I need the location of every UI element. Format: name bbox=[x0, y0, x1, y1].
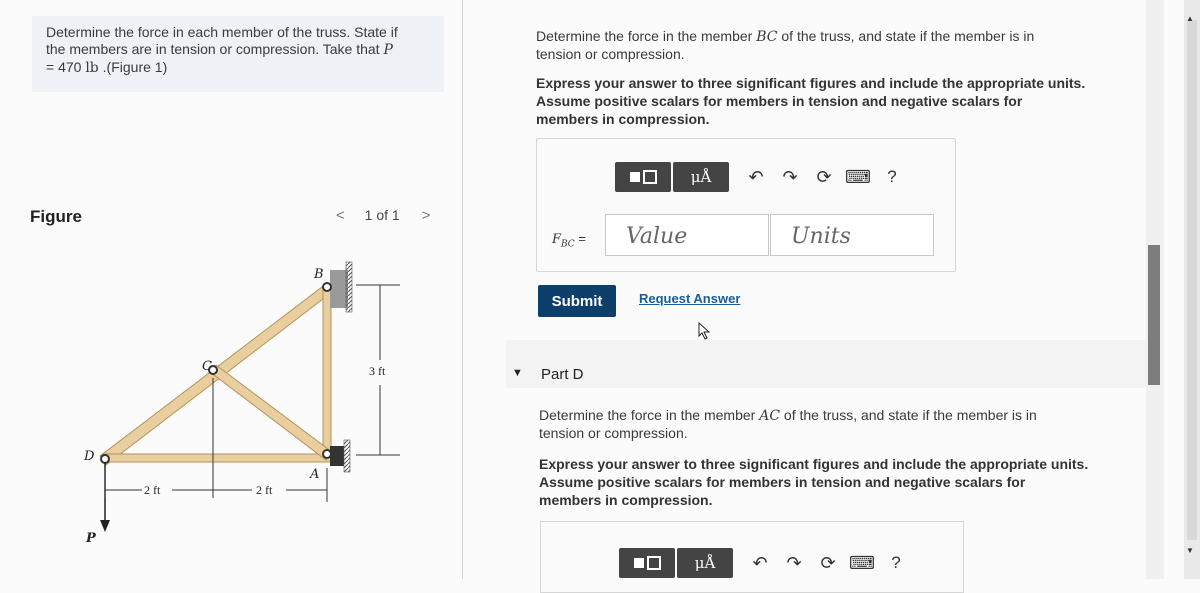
member-BA bbox=[323, 286, 331, 456]
figure-page-count: 1 of 1 bbox=[364, 207, 400, 223]
value-input[interactable] bbox=[605, 214, 769, 256]
keyboard-icon[interactable]: ⌨ bbox=[845, 166, 871, 187]
figure-heading: Figure bbox=[30, 207, 82, 226]
request-answer-link[interactable]: Request Answer bbox=[639, 291, 741, 306]
height-dimension-label: 3 ft bbox=[369, 364, 386, 378]
units-placeholder: Units bbox=[791, 224, 851, 249]
left-span-label: 2 ft bbox=[144, 483, 161, 497]
answer-label bbox=[552, 231, 586, 250]
inner-scrollbar-thumb[interactable] bbox=[1148, 245, 1160, 385]
scroll-up-icon[interactable]: ▲ bbox=[1186, 14, 1194, 23]
node-label-C: C bbox=[202, 359, 212, 374]
pin-A bbox=[323, 450, 331, 458]
undo-icon[interactable]: ↶ bbox=[752, 552, 768, 573]
undo-icon[interactable]: ↶ bbox=[748, 166, 764, 187]
part-c-instruction-2: Assume positive scalars for members in tension and negative scalars for bbox=[536, 93, 1023, 109]
problem-statement bbox=[46, 24, 436, 77]
part-c-question-text: Determine the force in the member bbox=[536, 28, 757, 44]
part-d-question-text-2: of the truss, and state if the member is in bbox=[780, 407, 1037, 423]
pin-B bbox=[323, 283, 331, 291]
member-CA bbox=[210, 365, 332, 460]
wall-support-A bbox=[330, 440, 350, 472]
templates-button[interactable] bbox=[615, 162, 671, 192]
part-d-answer-box bbox=[540, 521, 964, 593]
figure-pager bbox=[336, 207, 430, 224]
part-d-instruction-1: Express your answer to three significant figures and include the appropriate units. bbox=[539, 456, 1089, 472]
truss-members bbox=[100, 284, 332, 465]
part-d-toolbar bbox=[619, 548, 913, 578]
answer-label-eq: = bbox=[574, 231, 586, 246]
part-d-label[interactable]: Part D bbox=[541, 366, 584, 383]
page-scrollbar-thumb[interactable] bbox=[1187, 20, 1197, 540]
prev-figure-button[interactable]: < bbox=[336, 207, 345, 224]
units-symbol-button-d[interactable]: μÅ bbox=[677, 548, 733, 578]
wall-support-B bbox=[330, 262, 352, 312]
part-c-instruction-1: Express your answer to three significant figures and include the appropriate units. bbox=[536, 75, 1086, 91]
redo-icon[interactable]: ↷ bbox=[782, 166, 798, 187]
units-symbol-button[interactable]: μÅ bbox=[673, 162, 729, 192]
problem-line-2: the members are in tension or compression. Take that bbox=[46, 41, 384, 57]
answer-label-sub: BC bbox=[561, 239, 575, 250]
right-span-label: 2 ft bbox=[256, 483, 273, 497]
reset-icon[interactable]: ⟳ bbox=[820, 552, 836, 573]
help-icon[interactable]: ? bbox=[891, 553, 901, 572]
problem-line-1: Determine the force in each member of the truss. State if bbox=[46, 24, 398, 40]
part-c-question-text-2: of the truss, and state if the member is in bbox=[777, 28, 1035, 44]
node-label-A: A bbox=[310, 467, 320, 482]
part-c-toolbar bbox=[615, 162, 909, 192]
answer-label-main: F bbox=[552, 232, 562, 247]
part-d-instructions bbox=[539, 455, 1139, 509]
panel-divider bbox=[462, 0, 463, 579]
load-variable: P bbox=[383, 42, 393, 58]
member-DA bbox=[102, 454, 332, 462]
reset-icon[interactable]: ⟳ bbox=[816, 166, 832, 187]
collapse-arrow-icon[interactable]: ▼ bbox=[512, 367, 523, 379]
part-c-instructions bbox=[536, 74, 1126, 128]
figure-link[interactable]: .(Figure 1) bbox=[98, 59, 168, 75]
redo-icon[interactable]: ↷ bbox=[786, 552, 802, 573]
part-d-question-line-2: tension or compression. bbox=[539, 425, 688, 441]
templates-button-d[interactable] bbox=[619, 548, 675, 578]
part-d-question-text: Determine the force in the member bbox=[539, 407, 760, 423]
node-label-B: B bbox=[314, 267, 324, 282]
part-c-question bbox=[536, 28, 1076, 63]
keyboard-icon[interactable]: ⌨ bbox=[849, 552, 875, 573]
part-d-instruction-3: members in compression. bbox=[539, 492, 713, 508]
part-c-member: BC bbox=[756, 29, 778, 45]
next-figure-button[interactable]: > bbox=[421, 207, 431, 224]
part-d-header[interactable] bbox=[506, 340, 1146, 388]
value-placeholder: Value bbox=[626, 224, 688, 249]
load-value: = 470 bbox=[46, 59, 86, 75]
units-input[interactable] bbox=[770, 214, 934, 256]
pin-D bbox=[101, 455, 109, 463]
part-c-instruction-3: members in compression. bbox=[536, 111, 710, 127]
part-c-question-line-2: tension or compression. bbox=[536, 46, 685, 62]
load-unit: lb bbox=[85, 60, 99, 76]
submit-button[interactable]: Submit bbox=[538, 285, 616, 317]
scroll-down-icon[interactable]: ▼ bbox=[1186, 546, 1194, 555]
help-icon[interactable]: ? bbox=[887, 167, 897, 186]
load-label-P: P bbox=[86, 531, 96, 546]
truss-figure bbox=[60, 240, 440, 579]
part-d-member: AC bbox=[759, 408, 781, 424]
part-d-instruction-2: Assume positive scalars for members in tension and negative scalars for bbox=[539, 474, 1026, 490]
node-label-D: D bbox=[84, 449, 95, 464]
part-d-question bbox=[539, 407, 1099, 442]
cursor-icon bbox=[698, 322, 712, 340]
